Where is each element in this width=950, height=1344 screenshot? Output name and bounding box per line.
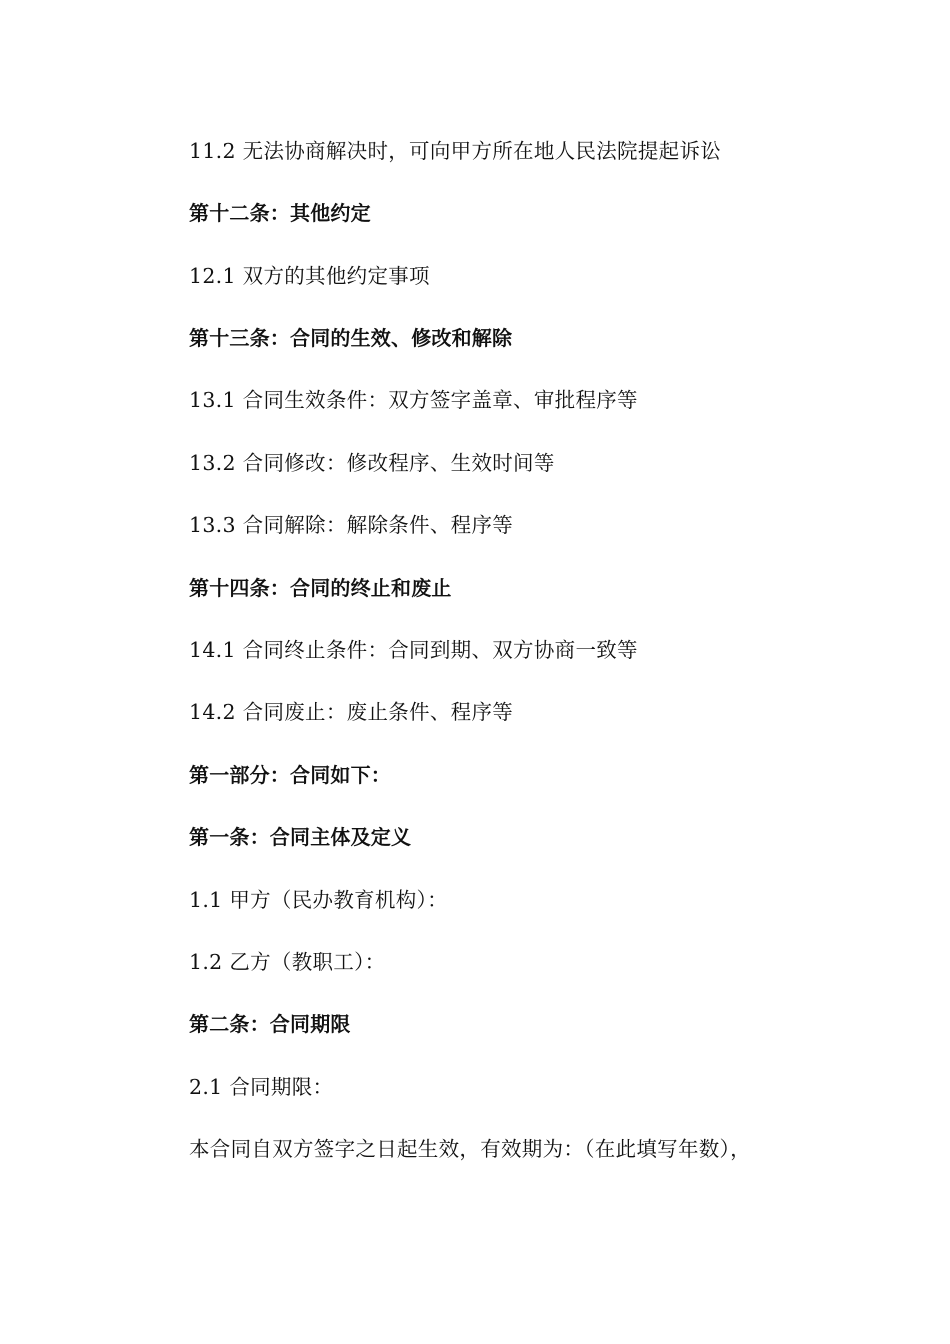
clause-13-1: 13.1 合同生效条件：双方签字盖章、审批程序等	[189, 388, 638, 412]
clause-2-1: 2.1 合同期限：	[189, 1075, 334, 1099]
article-12-heading: 第十二条：其他约定	[189, 201, 371, 225]
article-14-heading: 第十四条：合同的终止和废止	[189, 576, 452, 600]
article-13-heading: 第十三条：合同的生效、修改和解除	[189, 326, 513, 350]
clause-13-3: 13.3 合同解除：解除条件、程序等	[189, 513, 514, 537]
clause-14-1: 14.1 合同终止条件：合同到期、双方协商一致等	[189, 638, 638, 662]
clause-11-2: 11.2 无法协商解决时，可向甲方所在地人民法院提起诉讼	[189, 139, 722, 163]
article-1-heading: 第一条：合同主体及定义	[189, 825, 412, 849]
part-1-heading: 第一部分：合同如下：	[189, 763, 391, 787]
clause-2-1-body: 本合同自双方签字之日起生效，有效期为：（在此填写年数），	[189, 1137, 751, 1161]
clause-12-1: 12.1 双方的其他约定事项	[189, 264, 430, 288]
clause-1-2: 1.2 乙方（教职工）：	[189, 950, 386, 974]
article-2-heading: 第二条：合同期限	[189, 1012, 351, 1036]
clause-1-1: 1.1 甲方（民办教育机构）：	[189, 888, 448, 912]
clause-13-2: 13.2 合同修改：修改程序、生效时间等	[189, 451, 555, 475]
clause-14-2: 14.2 合同废止：废止条件、程序等	[189, 700, 514, 724]
